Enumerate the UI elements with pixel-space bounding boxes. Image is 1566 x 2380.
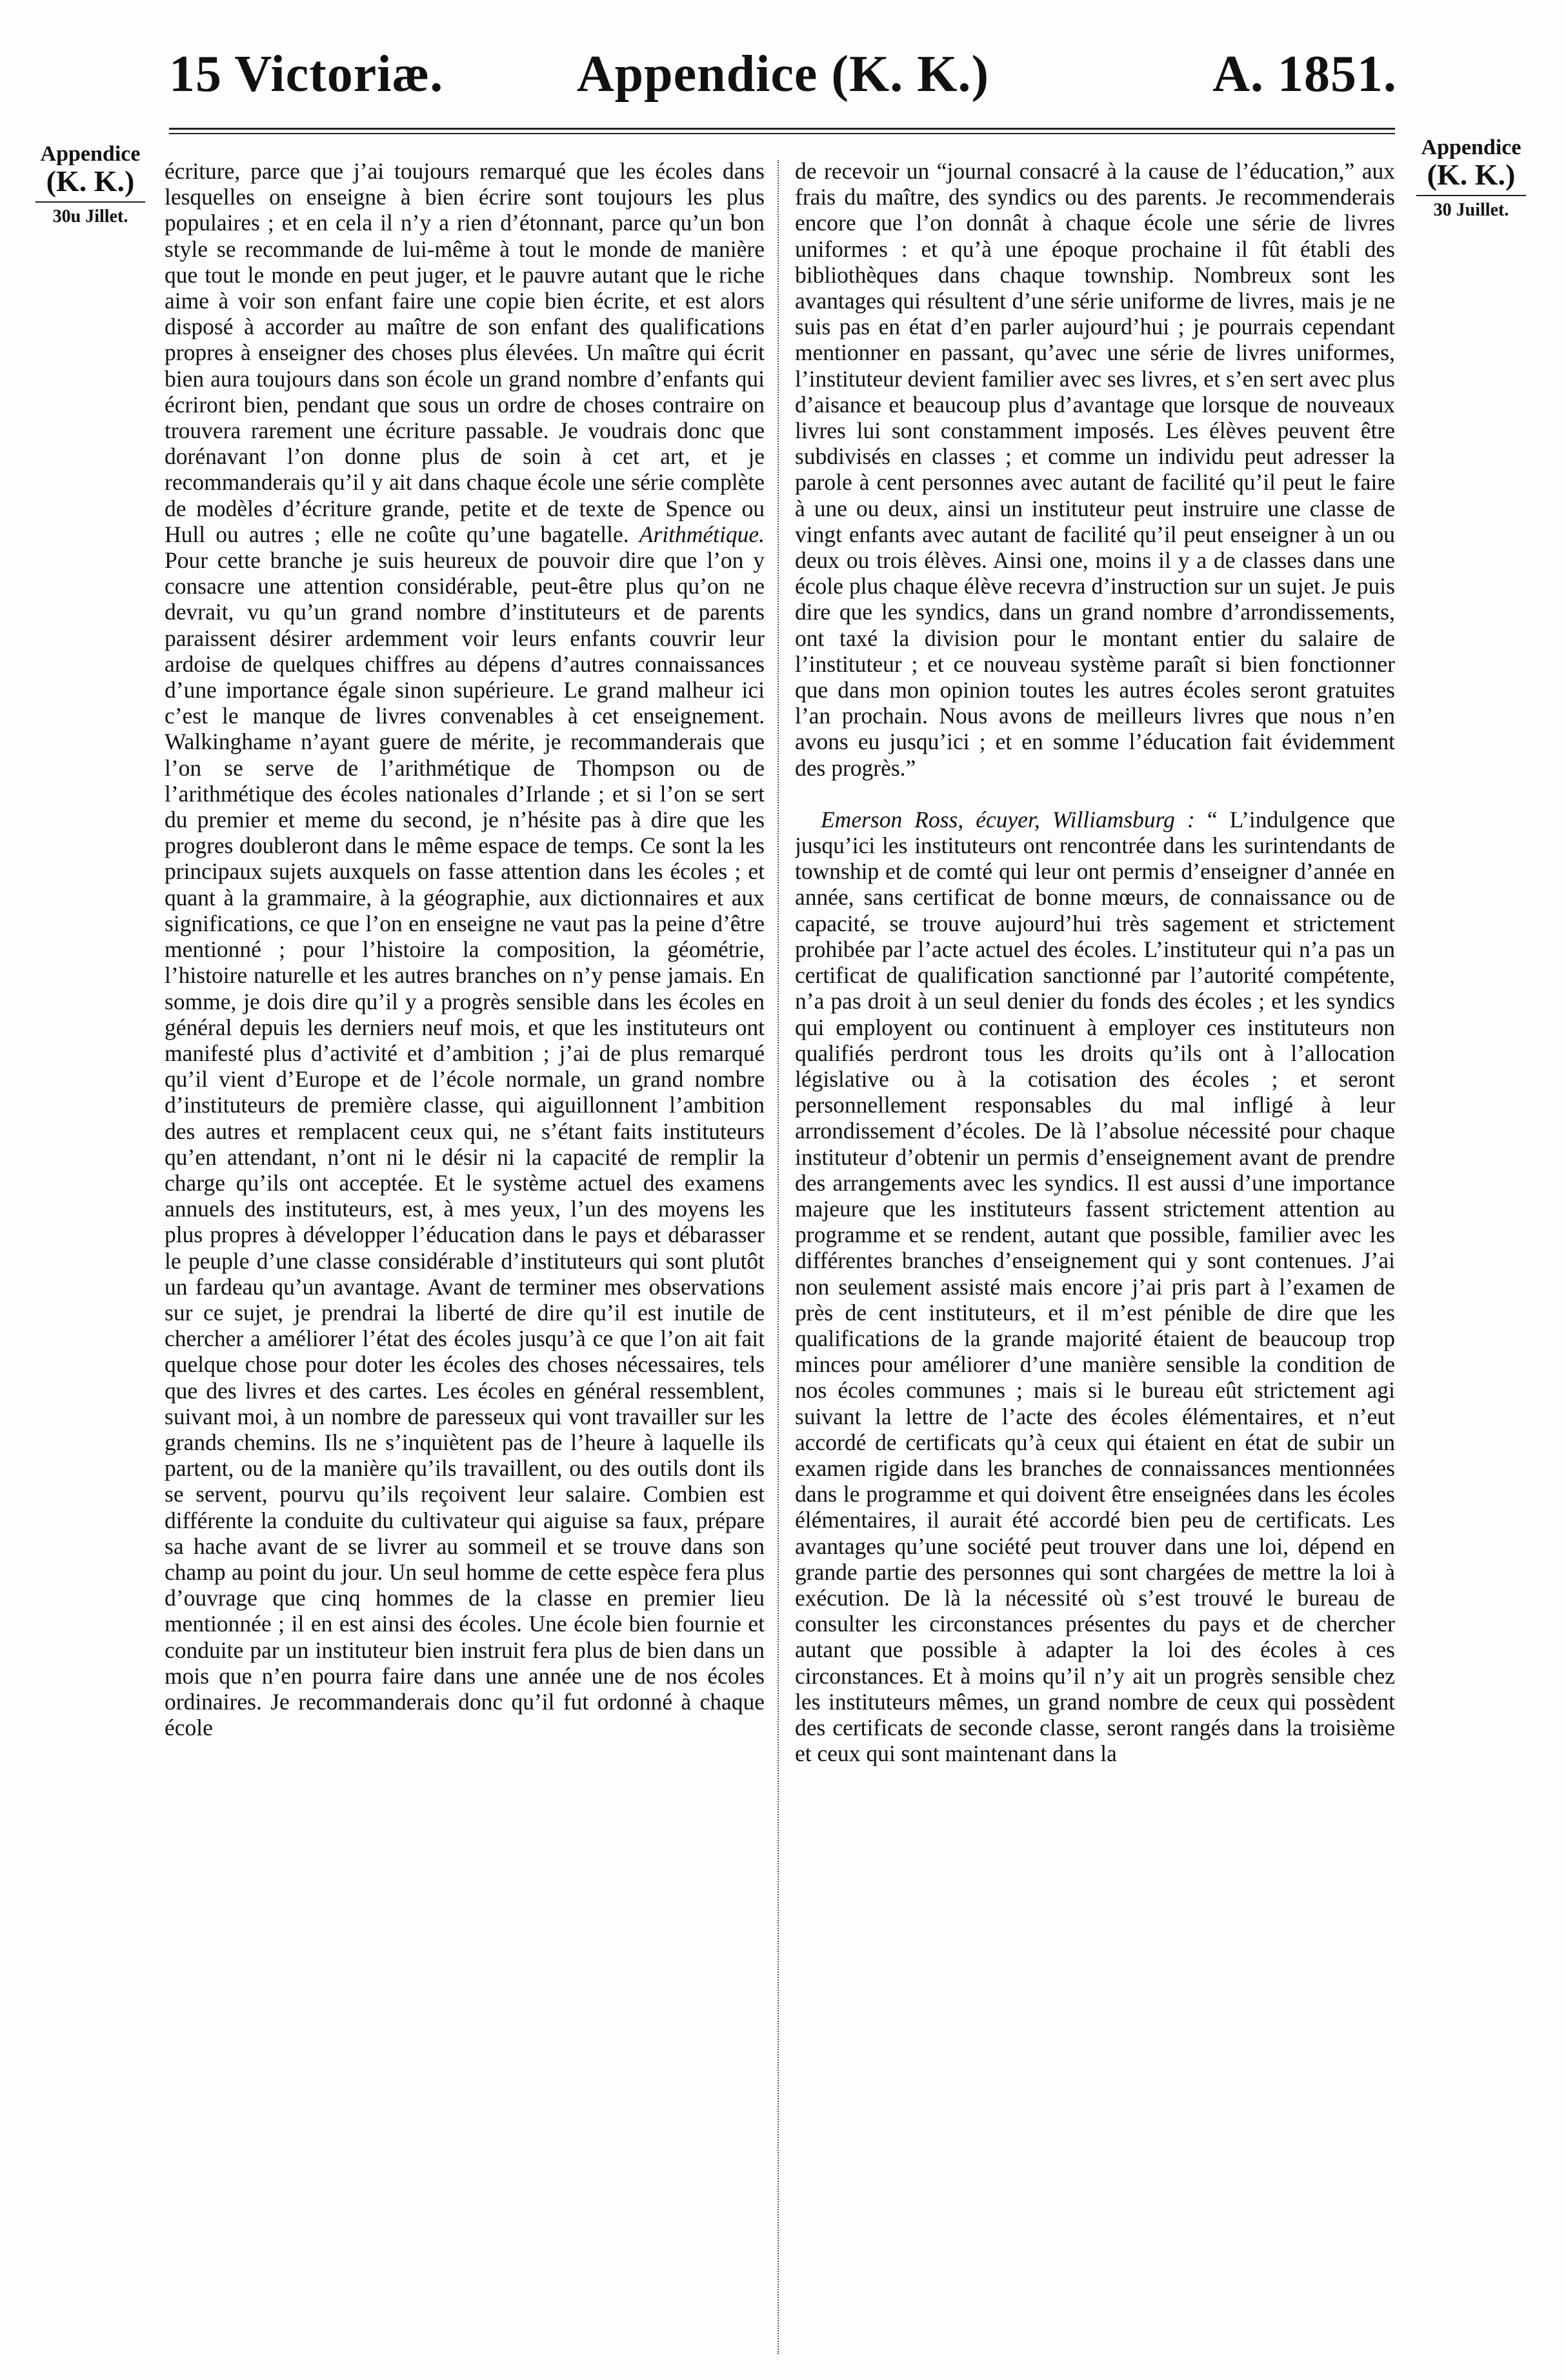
page-header: [0, 26, 1566, 123]
left-text-2: Pour cette branche je suis heureux de pouvoir dire que l’on y consacre une attention considérable, peut-être plus qu’on ne devrait, vu qu’un grand nombre d’instituteurs et de parents paraissent désirer ardemment voir leurs enfants couvrir leur ardoise de quelques chiffres au dépens d’autres connaissances d’une importance égale sinon supérieure. Le grand malheur ici c’est le manque de livres convenables à cet enseignement. Walkinghame n’ayant guere de mérite, je recommanderais que l’on se serve de l’arithmétique de Thompson ou de l’arithmétique des écoles nationales d’Irlande ; et si l’on se sert du premier et meme du second, je n’hésite pas à dire que les progres doubleront dans le même espace de temps. Ce sont la les principaux sujets auxquels on fasse attention dans les écoles ; et quant à la grammaire, à la géographie, aux dictionnaires et aux significations, ce que l’on en enseigne ne vaut pas la peine d’être mentionné ; pour l’histoire la composition, la géométrie, l’histoire naturelle et les autres branches on n’y pense jamais. En somme, je dois dire qu’il y a progrès sensible dans les écoles en général depuis les derniers neuf mois, et que les instituteurs ont manifesté plus d’activité et d’ambition ; j’ai de plus remarqué qu’il vient d’Europe et de l’école normale, un grand nombre d’instituteurs de première classe, qui aiguillonnent l’ambition des autres et remplacent ceux qui, ne s’étant faits instituteurs qu’en attendant, n’ont ni le désir ni la capacité de remplir la charge qu’ils ont acceptée. Et le système actuel des examens annuels des instituteurs, est, à mes yeux, l’un des moyens les plus propres à développer l’éducation dans le pays et débarasser le peuple d’une classe considérable d’instituteurs qui sont plutôt un fardeau qu’un avantage. Avant de terminer mes observations sur ce sujet, je prendrai la liberté de dire qu’il est inutile de chercher a améliorer l’état des écoles jusqu’à ce que l’on ait fait quelque chose pour doter les écoles des choses nécessaires, tels que des livres et des cartes. Les écoles en général ressemblent, suivant moi, à un nombre de paresseux qui vont travailler sur les grands chemins. Ils ne s’inquiètent pas de l’heure à laquelle ils partent, ou de la manière qu’ils travaillent, ou des outils dont ils se servent, pourvu qu’ils reçoivent leur salaire. Combien est différente la conduite du cultivateur qui aiguise sa faux, prépare sa hache avant de se livrer au sommeil et se trouve dans son champ au point du jour. Un seul homme de cette espèce fera plus d’ouvrage que cinq hommes de la classe en premier lieu mentionnée ; il en est ainsi des écoles. Une école bien fournie et conduite par un instituteur bien instruit fera plus de bien dans un mois que n’en pourra faire dans une année une de nos écoles ordinaires. Je recommanderais donc qu’il fut ordonné à chaque école: [165, 547, 765, 1741]
speaker-name: Emerson Ross, écuyer, Williamsburg :: [821, 806, 1195, 832]
column-divider: [778, 160, 779, 2354]
margin-note-kk: (K. K.): [1427, 158, 1516, 191]
margin-note-rule: [35, 201, 145, 203]
right-paragraph-1: de recevoir un “journal consacré à la cause de l’éducation,” aux frais du maître, des syndics ou des parents. Je recommenderais encore que l’on donnât à chaque école une série de livres uniformes : et qu’à une époque prochaine il fût établi des bibliothèques dans chaque township. Nombreux sont les avantages qui résultent d’une série uniforme de livres, mais je ne suis pas en état d’en parler aujourd’hui ; je pourrais cependant mentionner en passant, qu’avec une série de livres uniformes, l’instituteur devient familier avec ses livres, et s’en sert avec plus d’aisance et beaucoup plus d’avantage que lorsque de nouveaux livres lui sont constamment imposés. Les élèves peuvent être subdivisés en classes ; et comme un individu peut adresser la parole à cent personnes avec autant de facilité qu’il peut le faire à une ou deux, ainsi un instituteur peut instruire une classe de vingt enfants avec autant de facilité qu’il peut enseigner à un ou deux ou trois élèves. Ainsi one, moins il y a de classes dans une école plus chaque élève recevra d’instruction sur un sujet. Je puis dire que les syndics, dans un grand nombre d’arrondissements, ont taxé la division pour le montant entier du salaire de l’instituteur ; et ce nouveau système paraît si bien fonctionner que dans mon opinion toutes les autres écoles seront gratuites l’an prochain. Nous avons de meilleurs livres que nous n’en avons eu jusqu’ici ; et en somme l’éducation fait évidemment des progrès.”: [795, 158, 1395, 781]
margin-note-date: 30u Jillet.: [52, 207, 128, 227]
margin-note-appendice: Appendice: [1421, 136, 1521, 159]
margin-note-date: 30 Juillet.: [1433, 200, 1509, 220]
right-text-2: “ L’indulgence que jusqu’ici les instituteurs ont rencontrée dans les surintendants de township et de comté qui leur ont permis d’enseigner d’année en année, sans certificat de bonne mœurs, de connaissance ou de capacité, se trouve aujourd’hui très sagement et strictement prohibée par l’acte actuel des écoles. L’instituteur qui n’a pas un certificat de qualification sanctionné par l’autorité compétente, n’a pas droit à un seul denier du fonds des écoles ; et les syndics qui employent ou continuent à employer ces instituteurs non qualifiés perdront tous les droits qu’ils ont à l’allocation législative ou à la cotisation des écoles ; et seront personnellement responsables du mal infligé à leur arrondissement d’écoles. De là l’absolue nécessité pour chaque instituteur d’obtenir un permis d’enseignement avant de prendre des arrangements avec les syndics. Il est aussi d’une importance majeure que les instituteurs fassent strictement attention au programme et se rendent, autant que possible, familier avec les différentes branches d’enseignement qui y sont contenues. J’ai non seulement assisté mais encore j’ai pris part à l’examen de près de cent instituteurs, et il m’est pénible de dire que les qualifications de la grande majorité étaient de beaucoup trop minces pour améliorer d’une manière sensible la condition de nos écoles communes ; mais si le bureau eût strictement agi suivant la lettre de l’acte des écoles élémentaires, et n’eut accordé de certificats qu’à ceux qui étaient en état de subir un examen rigide dans les branches de connaissances mentionnées dans le programme et qui doivent être enseignées dans les écoles élémentaires, il aurait été accordé bien peu de certificats. Les avantages qu’une société peut trouver dans une loi, dépend en grande partie des personnes qui sont chargées de mettre la loi à exécution. De là la nécessité où s’est trouvé le bureau de consulter les circonstances présentes du pays et de chercher autant que possible à adapter la loi des écoles à ces circonstances. Et à moins qu’il n’y ait un progrès sensible chez les instituteurs mêmes, un grand nombre de ceux qui possèdent des certificats de seconde classe, seront rangés dans la troisième et ceux qui sont maintenant dans la: [795, 806, 1395, 1767]
header-rule: [169, 128, 1395, 130]
margin-note-kk: (K. K.): [46, 165, 135, 197]
margin-note-appendice: Appendice: [40, 142, 141, 166]
left-text-1: écriture, parce que j’ai toujours remarqué que les écoles dans lesquelles on enseigne à bien écrire sont toujours les plus populaires ; et en cela il n’y a rien d’étonnant, parce qu’un bon style se recommande de lui-même à tout le monde de manière que tout le monde en peut juger, et le pauvre autant que le riche aime à voir son enfant faire une copie bien écrite, et est alors disposé à accorder au maître de son enfant des qualifications propres à enseigner des choses plus élevées. Un maître qui écrit bien aura toujours dans son école un grand nombre d’enfants qui écriront bien, pendant que sous un ordre de choses contraire on trouvera rarement une écriture passable. Je voudrais donc que dorénavant l’on donne plus de soin à cet art, et je recommanderais qu’il y ait dans chaque école une série complète de modèles d’écriture grande, petite et de texte de Spence ou Hull ou autres ; elle ne coûte qu’une bagatelle.: [165, 158, 765, 547]
header-right: A. 1851.: [1212, 46, 1397, 103]
header-title: Appendice (K. K.): [576, 46, 990, 103]
section-heading-arithmetique: Arithmétique.: [639, 521, 765, 547]
right-paragraph-2: [795, 807, 1395, 1767]
right-column: [795, 158, 1395, 2352]
header-rule-thin: [169, 133, 1395, 134]
header-left: 15 Victoriæ.: [169, 46, 444, 103]
margin-note-rule: [1416, 195, 1526, 196]
margin-note-left: [26, 142, 155, 227]
margin-note-right: [1407, 136, 1536, 221]
left-column: [165, 158, 765, 2352]
left-paragraph: [165, 158, 765, 1740]
